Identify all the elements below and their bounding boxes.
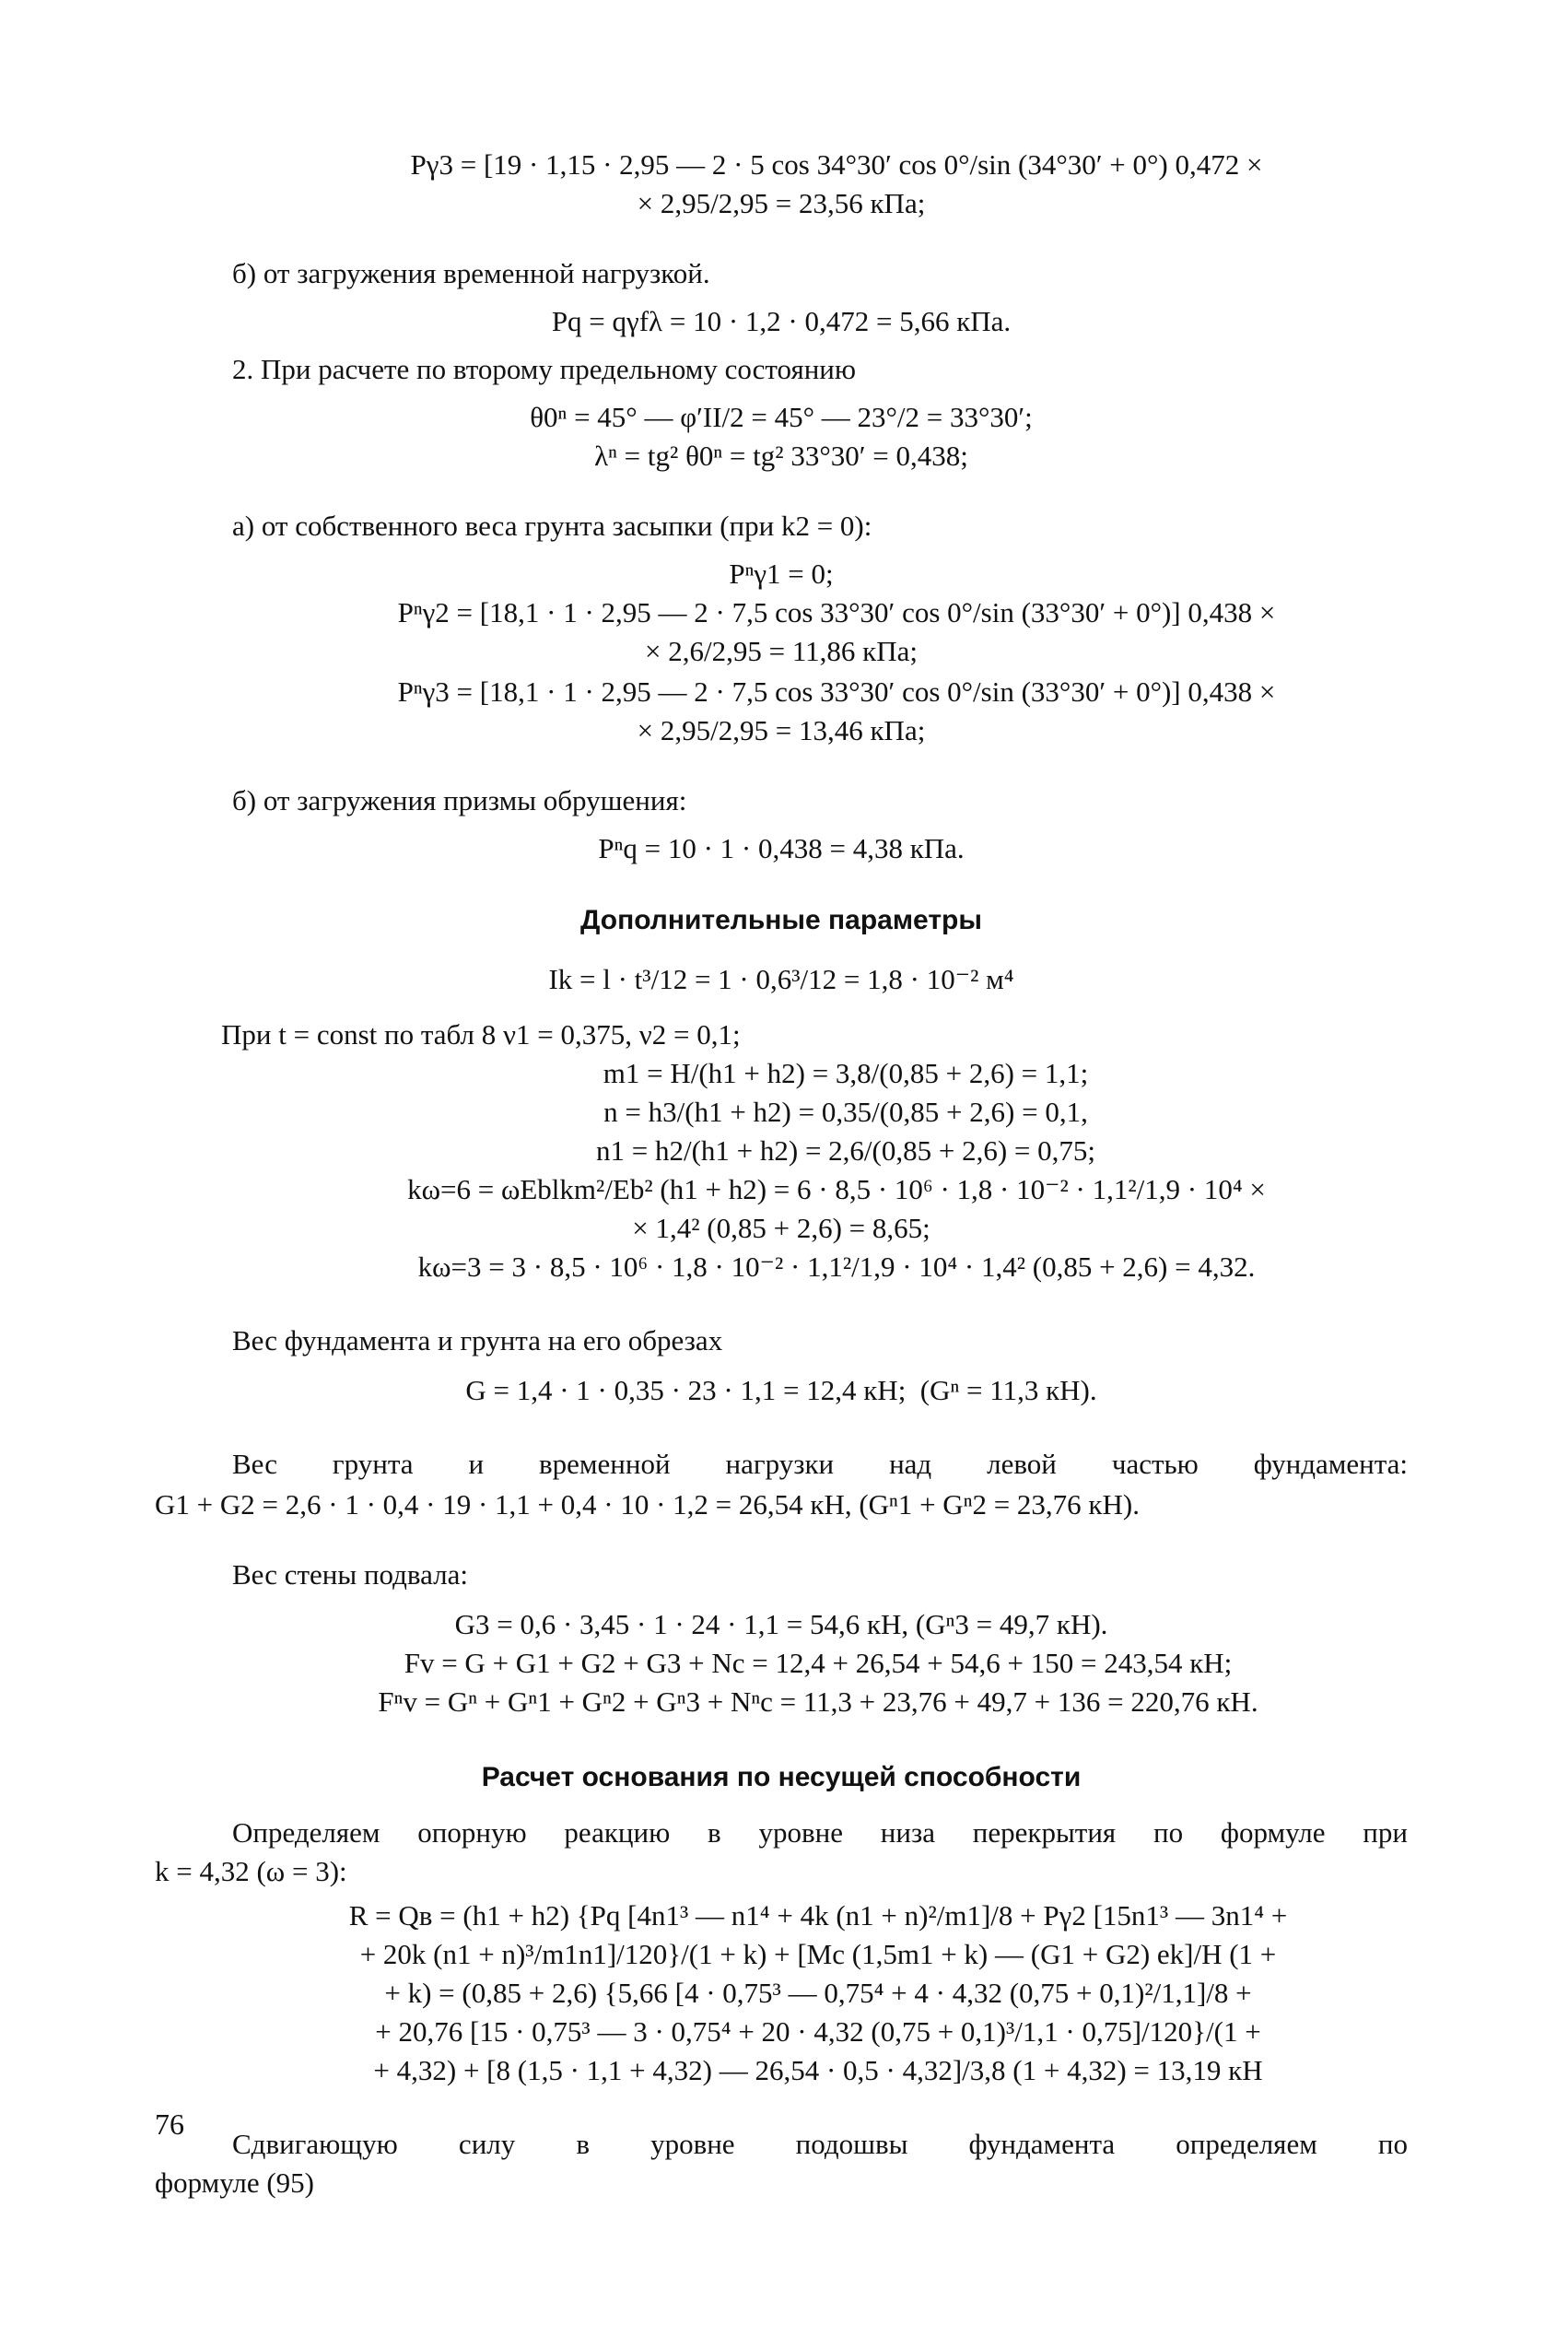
formula-ik: Ik = l · t³/12 = 1 · 0,6³/12 = 1,8 · 10⁻² м⁴ bbox=[548, 963, 1014, 995]
formula-r-line4: + 20,76 [15 · 0,75³ — 3 · 0,75⁴ + 20 · 4,32 (0,75 + 0,1)³/1,1 · 0,75]/120}/(1 + bbox=[375, 2015, 1261, 2048]
heading-additional-parameters: Дополнительные параметры bbox=[580, 905, 982, 935]
formula-g: G = 1,4 · 1 · 0,35 · 23 · 1,1 = 12,4 кН; (Gⁿ = 11,3 кН). bbox=[465, 1374, 1097, 1406]
formula-p-gamma3-line2: × 2,95/2,95 = 23,56 кПа; bbox=[637, 187, 926, 219]
formula-n: n = h3/(h1 + h2) = 0,35/(0,85 + 2,6) = 0,1, bbox=[603, 1096, 1088, 1128]
text-soil-load-weight: Вес грунта и временной нагрузки над левой частью фундамента: bbox=[232, 1448, 1408, 1480]
formula-pq: Pq = qγfλ = 10 · 1,2 · 0,472 = 5,66 кПа. bbox=[551, 305, 1012, 337]
formula-r-line5: + 4,32) + [8 (1,5 · 1,1 + 4,32) — 26,54 · 0,5 · 4,32]/3,8 (1 + 4,32) = 13,19 кН bbox=[373, 2054, 1263, 2086]
formula-pn-gamma2-line2: × 2,6/2,95 = 11,86 кПа; bbox=[645, 635, 918, 667]
formula-p-gamma3-line1: Pγ3 = [19 · 1,15 · 2,95 — 2 · 5 cos 34°30′ cos 0°/sin (34°30′ + 0°) 0,472 × bbox=[410, 148, 1263, 181]
heading-bearing-capacity: Расчет основания по несущей способности bbox=[481, 1762, 1082, 1792]
formula-r-line3: + k) = (0,85 + 2,6) {5,66 [4 · 0,75³ — 0,75⁴ + 4 · 4,32 (0,75 + 0,1)²/1,1]/8 + bbox=[384, 1977, 1252, 2009]
text-formula-ref: формуле (95) bbox=[155, 2166, 314, 2199]
formula-n1: n1 = h2/(h1 + h2) = 2,6/(0,85 + 2,6) = 0,75; bbox=[595, 1134, 1096, 1167]
section-b-prism-label: б) от загружения призмы обрушения: bbox=[232, 784, 687, 816]
formula-pn-gamma3-line2: × 2,95/2,95 = 13,46 кПа; bbox=[637, 714, 926, 746]
formula-nu-values: При t = const по табл 8 ν1 = 0,375, ν2 = 0,1; bbox=[221, 1018, 741, 1051]
formula-m1: m1 = H/(h1 + h2) = 3,8/(0,85 + 2,6) = 1,1; bbox=[603, 1057, 1089, 1089]
document-page bbox=[155, 147, 1408, 2230]
formula-pn-gamma2-line1: Pⁿγ2 = [18,1 · 1 · 2,95 — 2 · 7,5 cos 33°30′ cos 0°/sin (33°30′ + 0°)] 0,438 × bbox=[397, 596, 1276, 628]
formula-fv: Fv = G + G1 + G2 + G3 + Nc = 12,4 + 26,54 + 54,6 + 150 = 243,54 кН; bbox=[404, 1647, 1233, 1679]
text-shear-force: Сдвигающую силу в уровне подошвы фундамента определяем по bbox=[232, 2128, 1408, 2160]
text-foundation-weight: Вес фундамента и грунта на его обрезах bbox=[232, 1324, 723, 1356]
item-2-heading: 2. При расчете по второму предельному состоянию bbox=[232, 353, 857, 385]
formula-k-omega6-line1: kω=6 = ωEblkm²/Eb² (h1 + h2) = 6 · 8,5 · 10⁶ · 1,8 · 10⁻² · 1,1²/1,9 · 10⁴ × bbox=[407, 1173, 1266, 1205]
formula-g3: G3 = 0,6 · 3,45 · 1 · 24 · 1,1 = 54,6 кН, (Gⁿ3 = 49,7 кН). bbox=[454, 1608, 1108, 1640]
formula-pn-gamma3-line1: Pⁿγ3 = [18,1 · 1 · 2,95 — 2 · 7,5 cos 33°30′ cos 0°/sin (33°30′ + 0°)] 0,438 × bbox=[397, 675, 1276, 708]
section-a-self-weight-label: а) от собственного веса грунта засыпки (при k2 = 0): bbox=[232, 510, 872, 542]
formula-lambda-n: λⁿ = tg² θ0ⁿ = tg² 33°30′ = 0,438; bbox=[594, 440, 968, 472]
formula-theta0n: θ0ⁿ = 45° — φ′II/2 = 45° — 23°/2 = 33°30′; bbox=[530, 401, 1033, 433]
formula-k-omega3: kω=3 = 3 · 8,5 · 10⁶ · 1,8 · 10⁻² · 1,1²/1,9 · 10⁴ · 1,4² (0,85 + 2,6) = 4,32. bbox=[417, 1251, 1256, 1283]
formula-r-line1: R = Qв = (h1 + h2) {Pq [4n1³ — n1⁴ + 4k (n1 + n)²/m1]/8 + Pγ2 [15n1³ — 3n1⁴ + bbox=[348, 1899, 1288, 1932]
text-support-reaction: Определяем опорную реакцию в уровне низа перекрытия по формуле при bbox=[232, 1816, 1408, 1849]
formula-pn-gamma1: Pⁿγ1 = 0; bbox=[729, 558, 834, 590]
text-k-value: k = 4,32 (ω = 3): bbox=[155, 1855, 347, 1887]
formula-pn-q: Pⁿq = 10 · 1 · 0,438 = 4,38 кПа. bbox=[598, 832, 965, 864]
formula-fnv: Fⁿv = Gⁿ + Gⁿ1 + Gⁿ2 + Gⁿ3 + Nⁿc = 11,3 + 23,76 + 49,7 + 136 = 220,76 кН. bbox=[378, 1685, 1258, 1718]
formula-k-omega6-line2: × 1,4² (0,85 + 2,6) = 8,65; bbox=[632, 1212, 930, 1244]
page-number: 76 bbox=[155, 2108, 184, 2141]
section-b-live-load-label: б) от загружения временной нагрузкой. bbox=[232, 257, 710, 289]
formula-g1-g2: G1 + G2 = 2,6 · 1 · 0,4 · 19 · 1,1 + 0,4 · 10 · 1,2 = 26,54 кН, (Gⁿ1 + Gⁿ2 = 23,76 кН). bbox=[155, 1488, 1140, 1521]
text-basement-wall-weight: Вес стены подвала: bbox=[232, 1558, 469, 1591]
formula-r-line2: + 20k (n1 + n)³/m1n1]/120}/(1 + k) + [Mc (1,5m1 + k) — (G1 + G2) ek]/H (1 + bbox=[359, 1938, 1277, 1970]
